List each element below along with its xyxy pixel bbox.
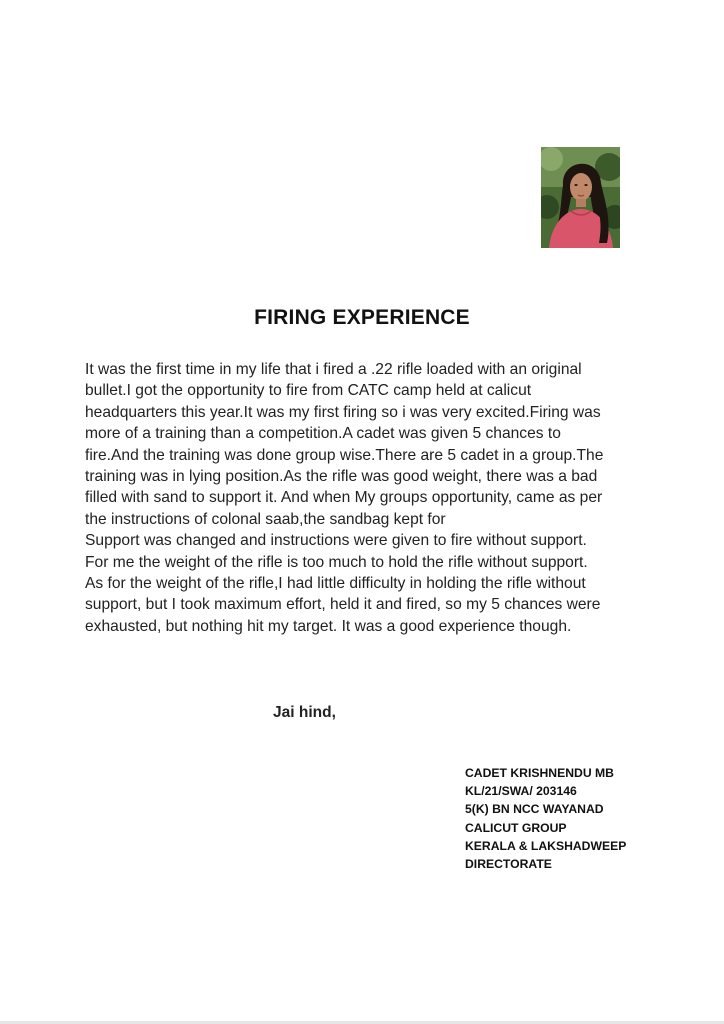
body-line: support, but I took maximum effort, held it and fired, so my 5 chances were: [85, 596, 601, 614]
signature-line: DIRECTORATE: [465, 857, 552, 872]
body-line: As for the weight of the rifle,I had little difficulty in holding the rifle without: [85, 575, 586, 593]
body-line: Support was changed and instructions were given to fire without support.: [85, 532, 587, 550]
portrait-image: [541, 147, 620, 248]
signature-block: [465, 764, 705, 873]
body-line: headquarters this year.It was my first firing so i was very excited.Firing was: [85, 403, 601, 421]
body-line: exhausted, but nothing hit my target. It was a good experience though.: [85, 617, 572, 635]
body-line: For me the weight of the rifle is too much to hold the rifle without support.: [85, 553, 588, 571]
signature-line: CALICUT GROUP: [465, 820, 567, 835]
body-line: filled with sand to support it. And when My groups opportunity, came as per: [85, 489, 603, 507]
body-line: training was in lying position.As the rifle was good weight, there was a bad: [85, 468, 598, 486]
document-title: FIRING EXPERIENCE: [254, 306, 470, 329]
closing-salutation: Jai hind,: [273, 704, 336, 721]
body-line: the instructions of colonal saab,the sandbag kept for: [85, 510, 446, 528]
signature-line: KERALA & LAKSHADWEEP: [465, 838, 627, 853]
body-line: bullet.I got the opportunity to fire from CATC camp held at calicut: [85, 382, 532, 400]
body-line: fire.And the training was done group wise.There are 5 cadet in a group.The: [85, 446, 604, 464]
signature-line: KL/21/SWA/ 203146: [465, 784, 577, 799]
body-line: It was the first time in my life that i fired a .22 rifle loaded with an original: [85, 361, 582, 378]
signature-line: 5(K) BN NCC WAYANAD: [465, 802, 604, 817]
signature-line: CADET KRISHNENDU MB: [465, 766, 614, 780]
cadet-photo: [541, 147, 620, 248]
body-line: more of a training than a competition.A cadet was given 5 chances to: [85, 425, 561, 443]
body-paragraph: [85, 359, 645, 637]
